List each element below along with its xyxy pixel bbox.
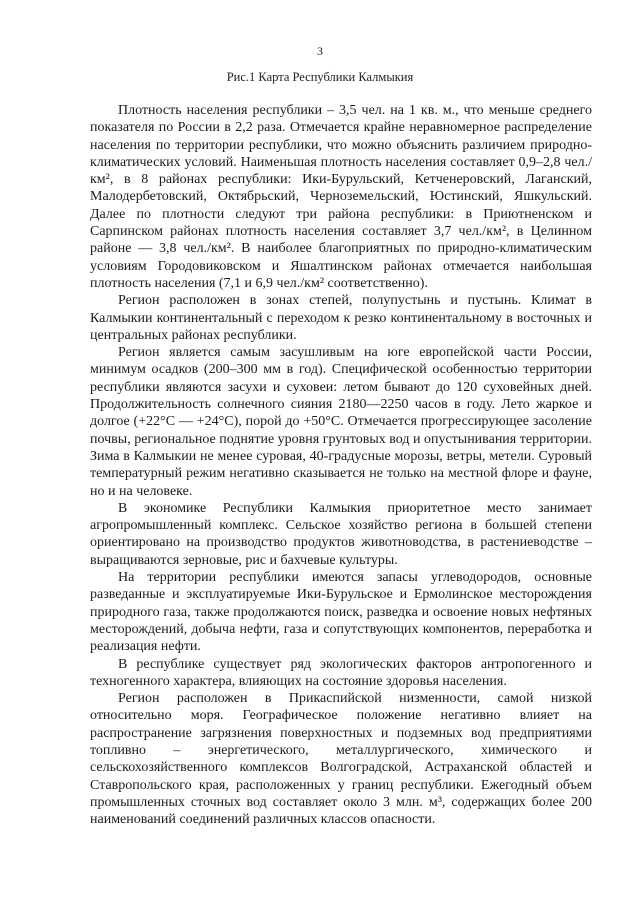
paragraph-ecological-factors: В республике существует ряд экологических факторов антропогенного и техногенного характера, влияющих на состояние здоровья населения. xyxy=(90,656,592,689)
paragraph-hydrocarbons: На территории республики имеются запасы углеводородов, основные разведанные и эксплуатируемые Ики-Бурульское и Ермолинское месторождения природного газа, также продолжаются поиск, разведка и освоение новых нефтяных месторождений, добыча нефти, газа и сопутствующих компонентов, переработка и реализация нефти. xyxy=(90,570,592,655)
paragraph-geography-pollution: Регион расположен в Прикаспийской низменности, самой низкой относительно моря. Географическое положение негативно влияет на распространение загрязнения поверхностных и подземных вод предприятиями топливно – энергетического, металлургического, химического и сельскохозяйственного комплексов Волгоградской, Астраханской областей и Ставропольского края, расположенных у границ республики. Ежегодный объем промышленных сточных вод составляет около 3 млн. м³, содержащих более 200 наименований соединений различных классов опасности. xyxy=(90,691,592,828)
paragraph-climate-zones: Регион расположен в зонах степей, полупустынь и пустынь. Климат в Калмыкии континентальный с переходом к резко континентальному в восточных и центральных районах республики. xyxy=(90,293,592,343)
paragraph-population-density: Плотность населения республики – 3,5 чел. на 1 кв. м., что меньше среднего показателя по России в 2,2 раза. Отмечается крайне неравномерное распределение населения по территории республики, что можно объяснить различием природно-климатических условий. Наименьшая плотность населения составляет 0,9–2,8 чел./км², в 8 районах республики: Ики-Бурульский, Кетченеровский, Лаганский, Малодербетовский, Октябрьский, Черноземельский, Юстинский, Яшкульский. Далее по плотности следуют три района республики: в Приютненском и Сарпинском районах плотность населения составляет 3,7 чел./км², в Целинном районе — 3,8 чел./км². В наиболее благоприятных по природно-климатическим условиям Городовиковском и Яшалтинском районах отмечается наибольшая плотность населения (7,1 и 6,9 чел./км² соответственно). xyxy=(90,103,592,291)
page-number: 3 xyxy=(317,44,323,58)
figure-caption: Рис.1 Карта Республики Калмыкия xyxy=(226,70,414,84)
paragraph-arid-climate: Регион является самым засушливым на юге европейской части России, минимум осадков (200–300 мм в год). Специфической особенностью территории республики являются засухи и суховеи: летом бывают до 120 суховейных дней. Продолжительность солнечного сияния 2180—2250 часов в году. Лето жаркое и долгое (+22°С — +24°С), порой до +50°С. Отмечается прогрессирующее засоление почвы, региональное поднятие уровня грунтовых вод и опустынивания территории. Зима в Калмыкии не менее суровая, 40-градусные морозы, ветры, метели. Суровый температурный режим негативно сказывается не только на местной флоре и фауне, но и на человеке. xyxy=(90,345,592,499)
body-text xyxy=(90,102,592,828)
paragraph-economy: В экономике Республики Калмыкия приоритетное место занимает агропромышленный комплекс. Сельское хозяйство региона в большей степени ориентировано на производство продуктов животноводства, в растениеводстве – выращиваются зерновые, рис и бахчевые культуры. xyxy=(90,500,592,568)
